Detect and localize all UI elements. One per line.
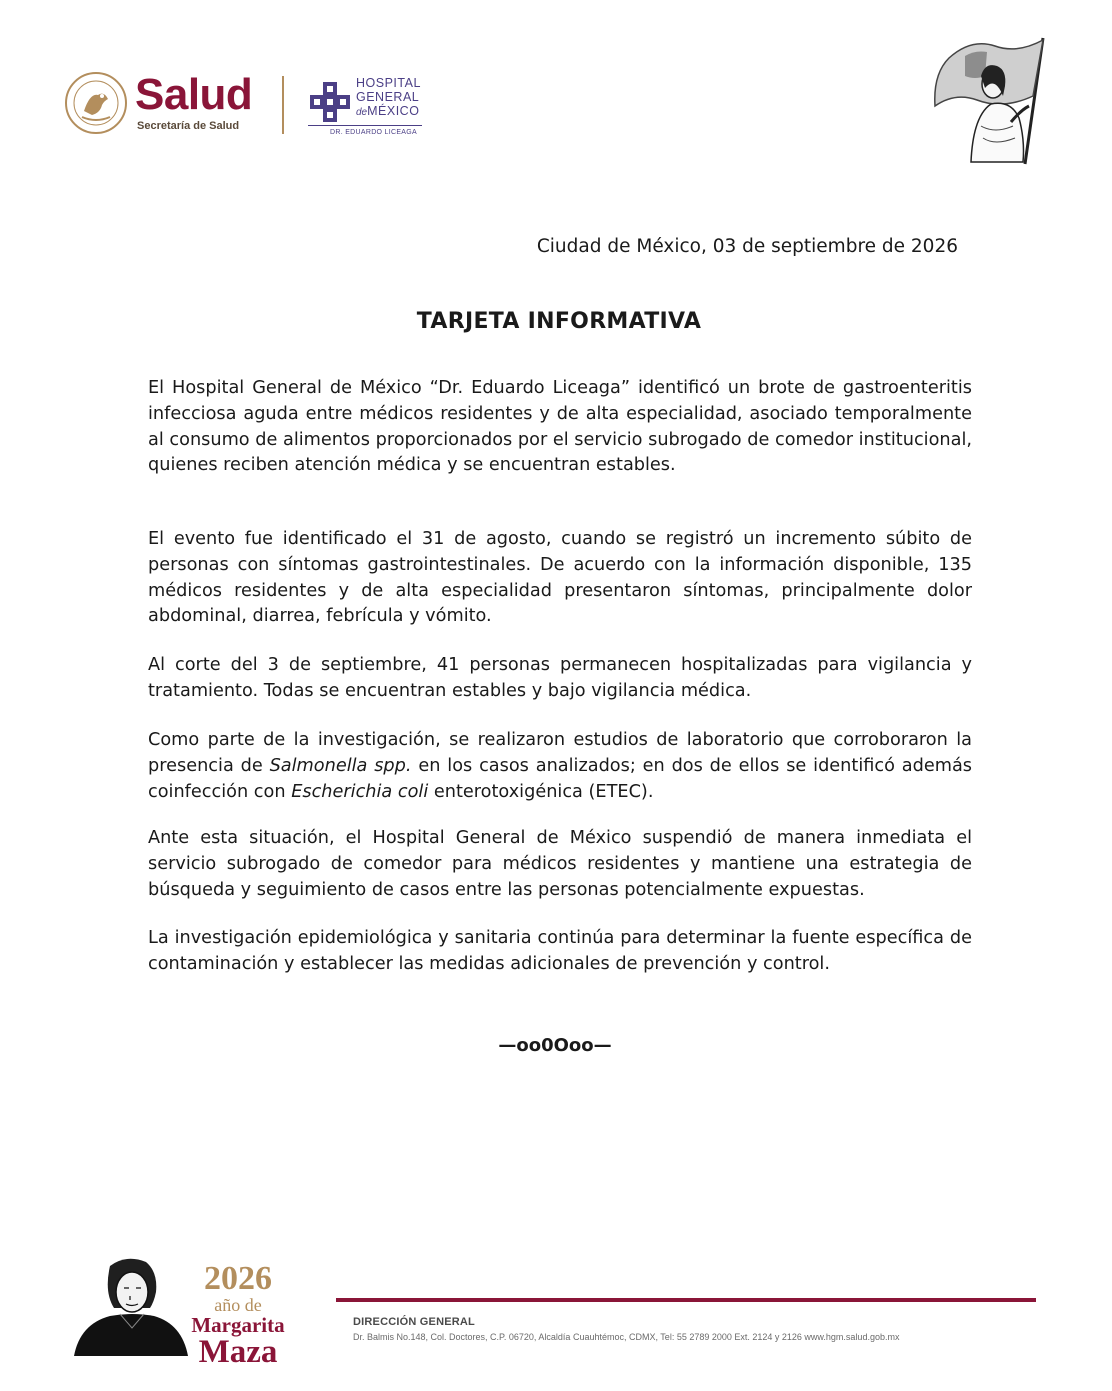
body-paragraph: El evento fue identificado el 31 de agosto, cuando se registró un incremento súbito de personas con síntomas gastrointestinales. De acuerdo con la información disponible, 135 médicos residentes y de alta especialidad presentaron síntomas, principalmente dolor abdominal, diarrea, febrícula y vómito. [148, 529, 972, 627]
salud-brand-title: Salud [135, 70, 253, 119]
document-title: TARJETA INFORMATIVA [416, 309, 702, 334]
body-paragraph: Ante esta situación, el Hospital General de México suspendió de manera inmediata el servicio subrogado de comedor para médicos residentes y mantiene una estrategia de búsqueda y seguimiento de casos entre las personas potencialmente expuestas. [148, 828, 972, 900]
year-slogan-line: Margarita [191, 1313, 285, 1337]
hospital-name-line: HOSPITAL [356, 76, 421, 90]
body-paragraph [148, 728, 972, 805]
body-paragraph: El Hospital General de México “Dr. Eduardo Liceaga” identificó un brote de gastroenteritis infecciosa aguda entre médicos residentes y de alta especialidad, asociado temporalmente al consumo de alimentos proporcionados por el servicio subrogado de comedor institucional, quienes reciben atención médica y se encuentran estables. [148, 378, 972, 476]
paragraph-text: enterotoxigénica (ETEC). [428, 781, 654, 802]
year-slogan-line: Maza [198, 1334, 278, 1370]
hospital-cross-logo-icon [308, 80, 352, 124]
year-number: 2026 [204, 1260, 272, 1297]
body-paragraph: Al corte del 3 de septiembre, 41 personas permanecen hospitalizadas para vigilancia y tratamiento. Todas se encuentran estables y bajo vigilancia médica. [148, 655, 972, 701]
hospital-name-de: de [356, 107, 368, 118]
italic-species-name: Salmonella spp. [269, 755, 412, 776]
mexico-coat-of-arms-seal-icon [64, 71, 128, 135]
year-slogan [190, 1262, 286, 1368]
hospital-name-line [356, 104, 421, 120]
hospital-name-mexico: MÉXICO [367, 104, 420, 118]
margarita-maza-portrait-illustration [70, 1252, 190, 1356]
footer-office-title: DIRECCIÓN GENERAL [353, 1316, 475, 1328]
salud-brand-subtitle: Secretaría de Salud [137, 120, 240, 132]
closing-mark: —oo0Ooo— [498, 1035, 612, 1056]
hospital-director-name: DR. EDUARDO LICEAGA [330, 129, 417, 136]
hospital-name [356, 76, 421, 120]
footer-address: Dr. Balmis No.148, Col. Doctores, C.P. 06720, Alcaldía Cuauhtémoc, CDMX, Tel: 55 2789 2000 Ext. 2124 y 2126 www.hgm.salud.gob.mx [353, 1332, 900, 1342]
paragraph-text: en los casos analizados; en dos de ellos se identificó además coinfección con [148, 755, 972, 802]
header-divider [282, 76, 284, 134]
paragraph-text: Como parte de la investigación, se realizaron estudios de laboratorio que corroboraron la presencia de [148, 730, 972, 776]
document-date: Ciudad de México, 03 de septiembre de 2026 [536, 236, 958, 257]
footer-rule [336, 1298, 1036, 1302]
italic-species-name: Escherichia coli [291, 781, 429, 802]
body-paragraph: La investigación epidemiológica y sanitaria continúa para determinar la fuente específica de contaminación y establecer las medidas adicionales de prevención y control. [148, 928, 972, 974]
woman-with-flag-illustration [925, 36, 1050, 166]
hospital-logo-rule [308, 125, 422, 126]
hospital-name-line: GENERAL [356, 90, 420, 104]
year-slogan-line: año de [214, 1295, 262, 1315]
